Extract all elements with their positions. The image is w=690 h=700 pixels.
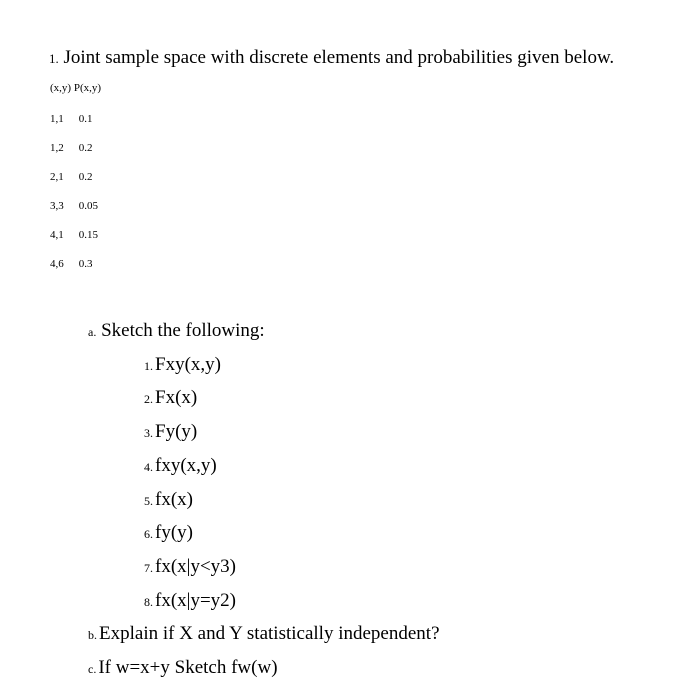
table-cell-p: 0.15 <box>78 229 98 241</box>
list-item-number: 4. <box>144 460 153 474</box>
part-b-text: Explain if X and Y statistically independent? <box>99 623 440 644</box>
table-header: (x,y) P(x,y) <box>50 82 102 94</box>
part-c-text: If w=x+y Sketch fw(w) <box>98 657 278 678</box>
table-cell-xy: 1,1 <box>50 113 64 125</box>
part-a-heading <box>88 320 265 342</box>
list-item-text: Fx(x) <box>155 387 198 408</box>
question-text: Joint sample space with discrete elements and probabilities given below. <box>63 47 615 68</box>
list-item-text: fx(x) <box>155 489 193 510</box>
list-item-text: fxy(x,y) <box>155 455 217 476</box>
list-item-text: Fxy(x,y) <box>155 354 221 375</box>
question-title <box>49 47 614 69</box>
table-cell-xy: 3,3 <box>50 200 64 212</box>
list-item <box>144 354 221 376</box>
table-cell-xy: 4,1 <box>50 229 64 241</box>
question-number: 1. <box>49 51 59 66</box>
part-a-label: a. <box>88 325 97 339</box>
table-cell-p: 0.05 <box>78 200 98 212</box>
list-item <box>144 455 217 477</box>
table-row <box>50 142 93 154</box>
table-cell-xy: 2,1 <box>50 171 64 183</box>
table-row <box>50 229 98 241</box>
table-cell-xy: 4,6 <box>50 258 64 270</box>
list-item <box>144 387 197 409</box>
part-c-label: c. <box>88 662 97 676</box>
part-b-heading <box>88 623 440 645</box>
list-item-text: fx(x|y=y2) <box>155 590 237 611</box>
table-cell-p: 0.2 <box>78 171 93 183</box>
list-item-number: 6. <box>144 527 153 541</box>
part-b-label: b. <box>88 628 97 642</box>
part-c-heading <box>88 657 278 679</box>
list-item-number: 3. <box>144 426 153 440</box>
list-item-number: 1. <box>144 359 153 373</box>
table-row <box>50 258 93 270</box>
table-row <box>50 200 98 212</box>
list-item <box>144 590 236 612</box>
list-item <box>144 489 193 511</box>
table-cell-p: 0.1 <box>78 113 93 125</box>
list-item-number: 5. <box>144 494 153 508</box>
list-item-number: 8. <box>144 595 153 609</box>
list-item-number: 7. <box>144 561 153 575</box>
list-item-text: Fy(y) <box>155 421 198 442</box>
table-cell-p: 0.2 <box>78 142 93 154</box>
table-row <box>50 113 93 125</box>
table-cell-xy: 1,2 <box>50 142 64 154</box>
list-item <box>144 522 193 544</box>
list-item <box>144 556 236 578</box>
table-cell-p: 0.3 <box>78 258 93 270</box>
part-a-text: Sketch the following: <box>101 320 265 341</box>
list-item <box>144 421 197 443</box>
table-row <box>50 171 93 183</box>
list-item-number: 2. <box>144 392 153 406</box>
list-item-text: fx(x|y<y3) <box>155 556 237 577</box>
list-item-text: fy(y) <box>155 522 193 543</box>
